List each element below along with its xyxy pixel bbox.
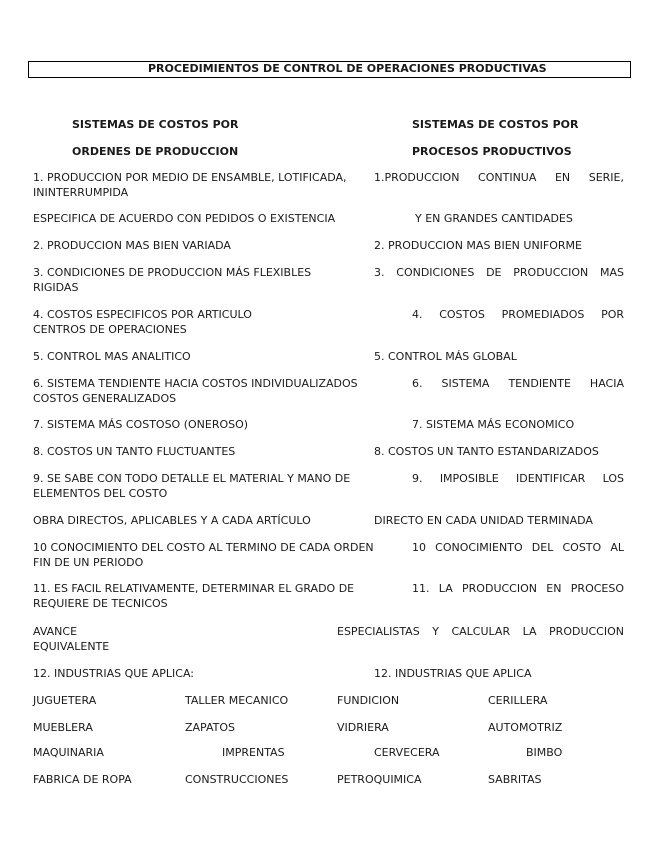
industry-automotriz: AUTOMOTRIZ [488, 721, 563, 734]
row7-left: 7. SISTEMA MÁS COSTOSO (ONEROSO) [33, 418, 249, 431]
row2-right: 2. PRODUCCION MAS BIEN UNIFORME [374, 239, 582, 252]
row11-right-b: REQUIERE DE TECNICOS [33, 597, 168, 610]
row10-right-a: 10 CONOCIMIENTO DEL COSTO AL [412, 541, 624, 554]
row9b-left: OBRA DIRECTOS, APLICABLES Y A CADA ARTÍCULO [33, 514, 311, 527]
industry-fundicion: FUNDICION [337, 694, 400, 707]
row11b-right-a: ESPECIALISTAS Y CALCULAR LA PRODUCCION [337, 625, 624, 638]
industry-jugeutera: JUGUETERA [33, 694, 97, 707]
row4-right-a: 4. COSTOS PROMEDIADOS POR [412, 308, 624, 321]
row4-left: 4. COSTOS ESPECIFICOS POR ARTICULO [33, 308, 252, 321]
industry-mueblera: MUEBLERA [33, 721, 93, 734]
row7-right: 7. SISTEMA MÁS ECONOMICO [412, 418, 575, 431]
industry-cerillera: CERILLERA [488, 694, 548, 707]
row1b-right: Y EN GRANDES CANTIDADES [415, 212, 573, 225]
industry-construcciones: CONSTRUCCIONES [185, 773, 289, 786]
left-heading-line1: SISTEMAS DE COSTOS POR [72, 118, 239, 131]
row10-right-b: FIN DE UN PERIODO [33, 556, 144, 569]
row1-left-a: 1. PRODUCCION POR MEDIO DE ENSAMBLE, LOTIFICADA, [33, 171, 347, 184]
row8-left: 8. COSTOS UN TANTO FLUCTUANTES [33, 445, 236, 458]
row1b-left: ESPECIFICA DE ACUERDO CON PEDIDOS O EXISTENCIA [33, 212, 336, 225]
row12-right: 12. INDUSTRIAS QUE APLICA [374, 667, 532, 680]
row9-left: 9. SE SABE CON TODO DETALLE EL MATERIAL Y MANO DE [33, 472, 351, 485]
row1-right: 1.PRODUCCION CONTINUA EN SERIE, [374, 171, 624, 184]
row10-left: 10 CONOCIMIENTO DEL COSTO AL TERMINO DE CADA ORDEN [33, 541, 374, 554]
row5-left: 5. CONTROL MAS ANALITICO [33, 350, 191, 363]
industry-sabritas: SABRITAS [488, 773, 542, 786]
row2-left: 2. PRODUCCION MAS BIEN VARIADA [33, 239, 231, 252]
row9-right-a: 9. IMPOSIBLE IDENTIFICAR LOS [412, 472, 624, 485]
right-heading-line2: PROCESOS PRODUCTIVOS [412, 145, 572, 158]
industry-cervecera: CERVECERA [374, 746, 440, 759]
row8-right: 8. COSTOS UN TANTO ESTANDARIZADOS [374, 445, 599, 458]
industry-petroquimica: PETROQUIMICA [337, 773, 422, 786]
row3-right-b: RIGIDAS [33, 281, 79, 294]
industry-taller-mecanico: TALLER MECANICO [185, 694, 289, 707]
row6-right-b: COSTOS GENERALIZADOS [33, 392, 177, 405]
row6-left: 6. SISTEMA TENDIENTE HACIA COSTOS INDIVIDUALIZADOS [33, 377, 358, 390]
row5-right: 5. CONTROL MÁS GLOBAL [374, 350, 517, 363]
row11b-left: AVANCE [33, 625, 78, 638]
industry-maquinaria: MAQUINARIA [33, 746, 104, 759]
row11-left: 11. ES FACIL RELATIVAMENTE, DETERMINAR EL GRADO DE [33, 582, 355, 595]
row3-right-a: 3. CONDICIONES DE PRODUCCION MAS [374, 266, 624, 279]
industry-bimbo: BIMBO [526, 746, 563, 759]
row4-right-b: CENTROS DE OPERACIONES [33, 323, 187, 336]
industry-vidriera: VIDRIERA [337, 721, 389, 734]
industry-fabrica-de-ropa: FABRICA DE ROPA [33, 773, 132, 786]
row9-right-b: ELEMENTOS DEL COSTO [33, 487, 168, 500]
industry-zapatos: ZAPATOS [185, 721, 236, 734]
right-heading-line1: SISTEMAS DE COSTOS POR [412, 118, 579, 131]
row11b-right-b: EQUIVALENTE [33, 640, 110, 653]
row6-right-a: 6. SISTEMA TENDIENTE HACIA [412, 377, 624, 390]
row11-right-a: 11. LA PRODUCCION EN PROCESO [412, 582, 624, 595]
row12-left: 12. INDUSTRIAS QUE APLICA: [33, 667, 194, 680]
left-heading-line2: ORDENES DE PRODUCCION [72, 145, 239, 158]
page-title: PROCEDIMIENTOS DE CONTROL DE OPERACIONES PRODUCTIVAS [148, 62, 547, 75]
industry-imprentas: IMPRENTAS [222, 746, 285, 759]
row3-left: 3. CONDICIONES DE PRODUCCION MÁS FLEXIBLES [33, 266, 312, 279]
row1-left-b: ININTERRUMPIDA [33, 186, 129, 199]
row9b-right: DIRECTO EN CADA UNIDAD TERMINADA [374, 514, 593, 527]
